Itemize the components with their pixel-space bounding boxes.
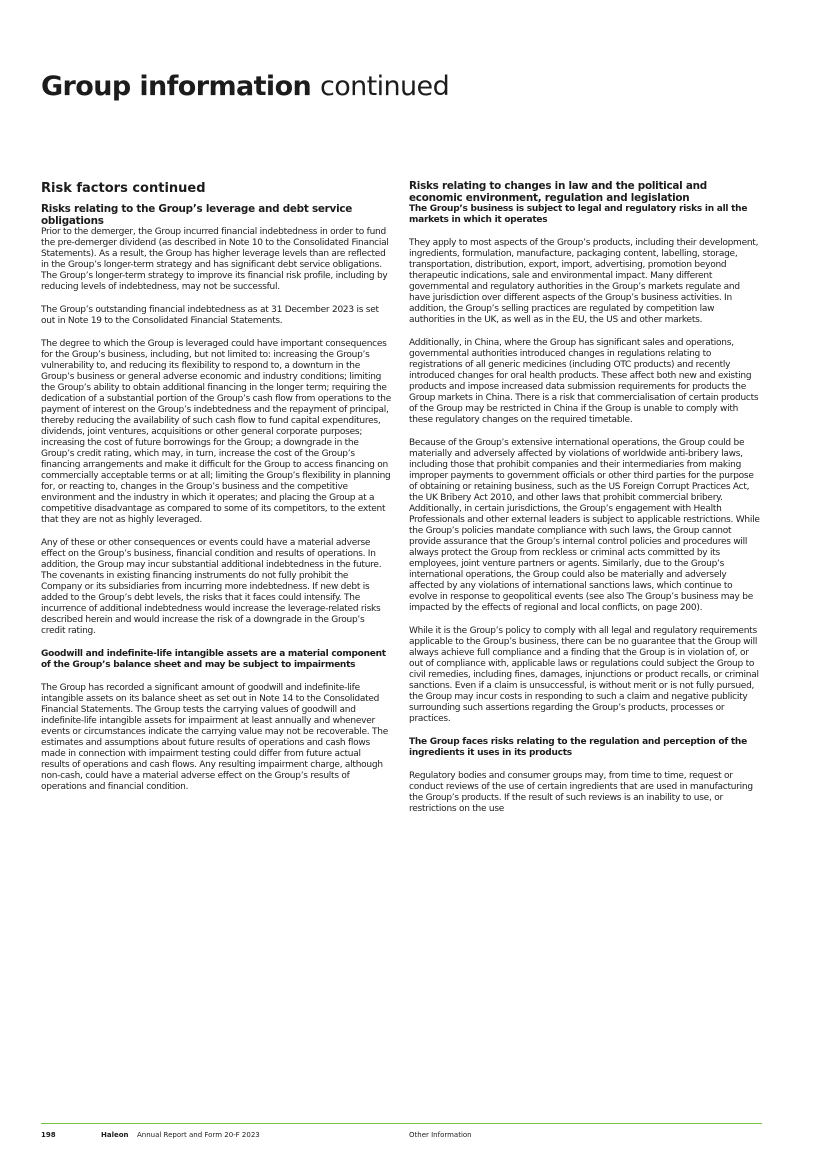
leverage-paragraph-2: The Group’s outstanding financial indebtedness as at 31 December 2023 is set out in Note 19 to the Consolidated Financial Statements. [41, 305, 379, 326]
report-title: Annual Report and Form 20-F 2023 [137, 1131, 260, 1139]
page-title [41, 70, 449, 104]
regulatory-paragraph-4: While it is the Group’s policy to comply with all legal and regulatory requirements applicable to the Group’s business, there can be no guarantee that the Group will always achieve full compliance and a finding that the Group is in violation of, or out of compliance with, applicable laws or regulations could subject the Group to civil remedies, including fines, damages, injunctions or product recalls, or criminal sanctions. Even if a claim is unsuccessful, is without merit or is not fully pursued, the Group may incur costs in responding to such a claim and negative publicity surrounding such assertions regarding the Group’s products, processes or practices. [409, 626, 759, 724]
goodwill-risk-heading: Goodwill and indefinite-life intangible assets are a material component of the Group’s balance sheet and may be subject to impairments [41, 649, 386, 670]
right-column [409, 181, 761, 827]
law-risk-heading: Risks relating to changes in law and the political and economic environment, regulation and legislation [409, 180, 707, 204]
page-title-bold: Group information [41, 71, 312, 102]
section-heading-bold: Risk factors [41, 181, 128, 196]
footer-section-name: Other Information [409, 1131, 472, 1139]
left-column [41, 181, 391, 805]
page-footer [41, 1123, 762, 1144]
ingredients-paragraph: Regulatory bodies and consumer groups may, from time to time, request or conduct reviews of the use of certain ingredients that are used in manufacturing the Group’s products. If the result of such reviews is an inability to use, or restrictions on the use [409, 771, 753, 814]
leverage-paragraph-4: Any of these or other consequences or events could have a material adverse effect on the Group’s business, financial condition and results of operations. In addition, the Group may incur substantial additional indebtedness in the future. The covenants in existing financing instruments do not fully prohibit the Company or its subsidiaries from incurring more indebtedness. If new debt is added to the Group’s debt levels, the risks that it faces could intensify. The incurrence of additional indebtedness would increase the leverage-related risks described herein and would increase the risk of a downgrade in the Group’s credit rating. [41, 538, 382, 636]
leverage-paragraph-1: Prior to the demerger, the Group incurred financial indebtedness in order to fund the pre-demerger dividend (as described in Note 10 to the Consolidated Financial Statements). As a result, the Group has higher leverage levels than are reflected in the Group’s longer-term strategy and has significant debt service obligations. The Group’s longer-term strategy to improve its financial risk profile, including by reducing levels of indebtedness, may not be successful. [41, 227, 389, 292]
regulatory-paragraph-2: Additionally, in China, where the Group has significant sales and operations, governmental authorities introduced changes in regulations relating to registrations of all generic medicines (including OTC products) and recently introduced changes for oral health products. These affect both new and existing products and impose increased data submission requirements for products the Group markets in China. There is a risk that commercialisation of certain products of the Group may be restricted in China if the Group is unable to comply with these regulatory changes on the required timetable. [409, 338, 759, 425]
ingredients-risk-heading: The Group faces risks relating to the regulation and perception of the ingredients it uses in its products [409, 737, 747, 758]
regulatory-paragraph-3: Because of the Group’s extensive international operations, the Group could be materially and adversely affected by violations of worldwide anti-bribery laws, including those that prohibit companies and their intermediaries from making improper payments to government officials or other third parties for the purpose of obtaining or retaining business, such as the US Foreign Corrupt Practices Act, the UK Bribery Act 2010, and other laws that prohibit commercial bribery. Additionally, in certain jurisdictions, the Group’s engagement with Health Professionals and other external leaders is subject to applicable restrictions. While the Group’s policies mandate compliance with such laws, the Group cannot provide assurance that the Group’s internal control policies and procedures will always protect the Group from reckless or criminal acts committed by its employees, joint venture partners or agents. Similarly, due to the Group’s international operations, the Group could also be materially and adversely affected by any violations of international sanctions laws, which continue to evolve in response to geopolitical events (see also The Group’s business may be impacted by the effects of regional and local conflicts, on page 200). [409, 438, 760, 613]
section-heading [41, 181, 391, 196]
leverage-paragraph-3: The degree to which the Group is leveraged could have important consequences for the Group’s business, including, but not limited to: increasing the Group’s vulnerability to, and reducing its flexibility to respond to, a downturn in the Group’s business or general adverse economic and industry conditions; limiting the Group’s ability to obtain additional financing in the longer term; requiring the dedication of a substantial portion of the Group’s cash flow from operations to the payment of interest on the Group’s indebtedness and the repayment of principal, thereby reducing the availability of such cash flow to fund capital expenditures, dividends, joint ventures, acquisitions or other general corporate purposes; increasing the cost of future borrowings for the Group; a downgrade in the Group’s credit rating, which may, in turn, increase the cost of the Group’s financing arrangements and make it difficult for the Group to access financing on commercially acceptable terms or at all; limiting the Group’s flexibility in planning for, or reacting to, changes in the Group’s business and the competitive environment and the industry in which it operates; and placing the Group at a competitive disadvantage as compared to some of its competitors, to the extent that they are not as highly leveraged. [41, 339, 391, 525]
brand-name: Haleon [101, 1131, 129, 1139]
regulatory-paragraph-1: They apply to most aspects of the Group’s products, including their development, ingredients, formulation, manufacture, packaging content, labelling, storage, transportation, distribution, export, import, advertising, promotion beyond therapeutic indications, sale and environmental impact. Many different governmental and regulatory authorities in the Group’s markets regulate and have jurisdiction over different aspects of the Group’s business activities. In addition, the Group’s selling practices are regulated by competition law authorities in the UK, as well as in the EU, the US and other markets. [409, 238, 759, 325]
section-heading-continued: continued [132, 181, 206, 196]
goodwill-paragraph: The Group has recorded a significant amount of goodwill and indefinite-life intangible assets on its balance sheet as set out in Note 14 to the Consolidated Financial Statements. The Group tests the carrying values of goodwill and indefinite-life intangible assets for impairment at least annually and whenever events or circumstances indicate the carrying value may not be recoverable. The estimates and assumptions about future results of operations and cash flows made in connection with impairment testing could differ from future actual results of operations and cash flows. Any resulting impairment charge, although non-cash, could have a material adverse effect on the Group’s results of operations and financial condition. [41, 683, 388, 792]
page-title-continued: continued [319, 71, 450, 102]
leverage-risk-heading: Risks relating to the Group’s leverage and debt service obligations [41, 203, 353, 227]
page-number: 198 [41, 1131, 56, 1139]
legal-regulatory-subheading: The Group’s business is subject to legal and regulatory risks in all the markets in which it operates [409, 204, 748, 225]
